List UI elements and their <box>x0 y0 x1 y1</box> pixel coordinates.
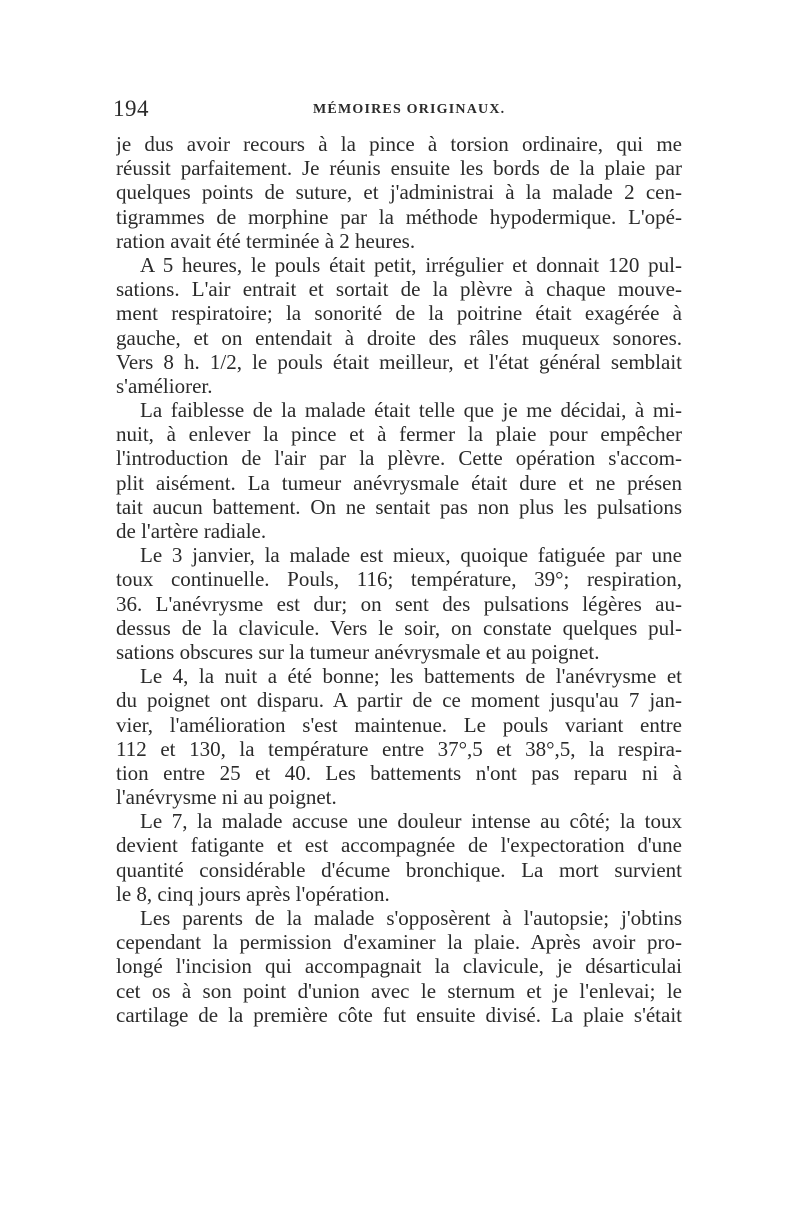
text-line: vier, l'amélioration s'est maintenue. Le pouls variant entre <box>116 712 682 737</box>
text-line: 112 et 130, la température entre 37°,5 et 38°,5, la respira- <box>116 736 682 761</box>
body-text <box>116 132 682 1027</box>
text-line: sations. L'air entrait et sortait de la plèvre à chaque mouve- <box>116 277 682 302</box>
text-line: s'améliorer. <box>116 373 213 398</box>
text-line: je dus avoir recours à la pince à torsion ordinaire, qui me <box>116 132 682 156</box>
text-line: plit aisément. La tumeur anévrysmale était dure et ne présen <box>116 470 682 495</box>
text-line: du poignet ont disparu. A partir de ce moment jusqu'au 7 jan- <box>116 688 682 713</box>
page-number: 194 <box>113 96 149 121</box>
text-line: cependant la permission d'examiner la plaie. Après avoir pro- <box>116 930 682 955</box>
text-line: dessus de la clavicule. Vers le soir, on constate quelques pul- <box>116 615 682 640</box>
text-line: tion entre 25 et 40. Les battements n'ont pas reparu ni à <box>116 760 682 785</box>
text-line: nuit, à enlever la pince et à fermer la plaie pour empêcher <box>116 422 682 447</box>
text-line: sations obscures sur la tumeur anévrysmale et au poignet. <box>116 639 600 664</box>
text-line: l'introduction de l'air par la plèvre. Cette opération s'accom- <box>116 446 682 471</box>
text-line: Le 4, la nuit a été bonne; les battements de l'anévrysme et <box>140 664 682 689</box>
text-line: ration avait été terminée à 2 heures. <box>116 228 416 253</box>
text-line: le 8, cinq jours après l'opération. <box>116 881 390 906</box>
running-head: MÉMOIRES ORIGINAUX. <box>313 102 506 117</box>
text-line: gauche, et on entendait à droite des râles muqueux sonores. <box>116 325 682 350</box>
text-line: devient fatigante et est accompagnée de l'expectoration d'une <box>116 833 682 858</box>
text-line: A 5 heures, le pouls était petit, irrégulier et donnait 120 pul- <box>140 252 682 277</box>
text-line: tait aucun battement. On ne sentait pas non plus les pulsations <box>116 494 682 519</box>
text-line: ment respiratoire; la sonorité de la poitrine était exagérée à <box>116 301 682 326</box>
text-line: tigrammes de morphine par la méthode hypodermique. L'opé- <box>116 204 682 229</box>
text-line: 36. L'anévrysme est dur; on sent des pulsations légères au- <box>116 591 682 616</box>
text-line: Le 3 janvier, la malade est mieux, quoique fatiguée par une <box>140 543 682 568</box>
text-line: Le 7, la malade accuse une douleur intense au côté; la toux <box>140 809 682 834</box>
text-line: de l'artère radiale. <box>116 519 267 543</box>
text-line: cet os à son point d'union avec le sternum et je l'enlevai; le <box>116 978 682 1003</box>
text-line: réussit parfaitement. Je réunis ensuite les bords de la plaie par <box>116 156 682 181</box>
text-line: Vers 8 h. 1/2, le pouls était meilleur, et l'état général semblait <box>116 349 682 374</box>
text-line: longé l'incision qui accompagnait la clavicule, je désarticulai <box>116 954 682 979</box>
text-line: Les parents de la malade s'opposèrent à l'autopsie; j'obtins <box>140 906 682 930</box>
text-line: cartilage de la première côte fut ensuite divisé. La plaie s'était <box>116 1002 682 1027</box>
text-line: quelques points de suture, et j'administrai à la malade 2 cen- <box>116 180 682 205</box>
text-line: La faiblesse de la malade était telle que je me décidai, à mi- <box>140 398 682 423</box>
text-line: toux continuelle. Pouls, 116; température, 39°; respiration, <box>116 567 682 592</box>
text-line: l'anévrysme ni au poignet. <box>116 785 337 810</box>
text-line: quantité considérable d'écume bronchique. La mort survient <box>116 857 682 882</box>
page-header <box>113 96 687 126</box>
